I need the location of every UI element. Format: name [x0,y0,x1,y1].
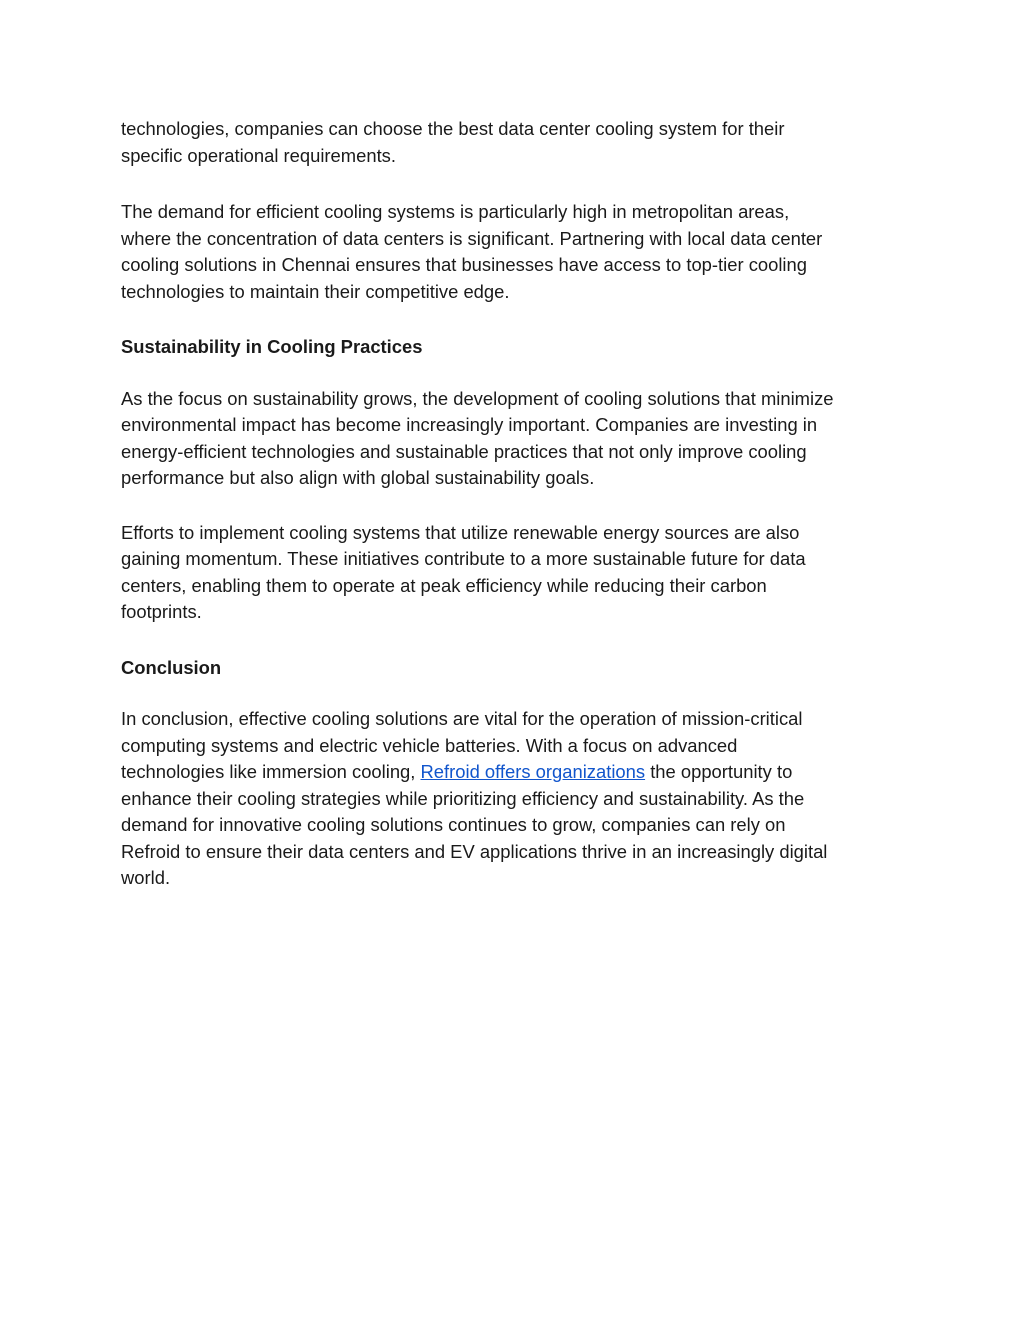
paragraph-line: energy-efficient technologies and sustainable practices that not only improve cooling [121,440,807,462]
paragraph-line: environmental impact has become increasingly important. Companies are investing in [121,414,818,435]
refroid-offers-link[interactable]: Refroid offers organizations [420,761,646,782]
paragraph-line: where the concentration of data centers is significant. Partnering with local data center [121,227,823,249]
paragraph-line: Efforts to implement cooling systems that utilize renewable energy sources are also [121,521,800,543]
paragraph-line: specific operational requirements. [121,144,396,166]
paragraph-line: computing systems and electric vehicle batteries. With a focus on advanced [121,734,738,756]
paragraph-line: The demand for efficient cooling systems is particularly high in metropolitan areas, [121,201,790,222]
paragraph-renewable-efforts [121,520,911,626]
document-body [121,116,911,892]
paragraph-line: technologies to maintain their competitive edge. [121,280,510,302]
paragraph-intro [121,116,911,169]
paragraph-line: cooling solutions in Chennai ensures that businesses have access to top-tier cooling [121,254,807,275]
paragraph-conclusion [121,706,911,892]
paragraph-line: As the focus on sustainability grows, the development of cooling solutions that minimize [121,387,834,409]
paragraph-line: performance but also align with global sustainability goals. [121,467,595,488]
paragraph-metropolitan-demand [121,199,911,305]
paragraph-line: world. [121,867,171,888]
paragraph-line: enhance their cooling strategies while prioritizing efficiency and sustainability. As the [121,787,805,809]
paragraph-line: gaining momentum. These initiatives contribute to a more sustainable future for data [121,548,806,569]
paragraph-line: demand for innovative cooling solutions continues to grow, companies can rely on [121,814,786,835]
paragraph-line: footprints. [121,601,202,622]
text-before-link: technologies like immersion cooling, [121,761,421,782]
paragraph-line: Refroid to ensure their data centers and EV applications thrive in an increasingly digital [121,840,828,862]
paragraph-line-with-link [121,759,911,786]
paragraph-line: centers, enabling them to operate at peak efficiency while reducing their carbon [121,574,767,596]
paragraph-sustainability-focus [121,386,911,492]
heading-conclusion: Conclusion [121,656,222,678]
text-after-link: the opportunity to [645,761,793,782]
paragraph-line: In conclusion, effective cooling solutions are vital for the operation of mission-critical [121,708,803,729]
heading-sustainability: Sustainability in Cooling Practices [121,336,423,357]
paragraph-line: technologies, companies can choose the best data center cooling system for their [121,118,785,139]
